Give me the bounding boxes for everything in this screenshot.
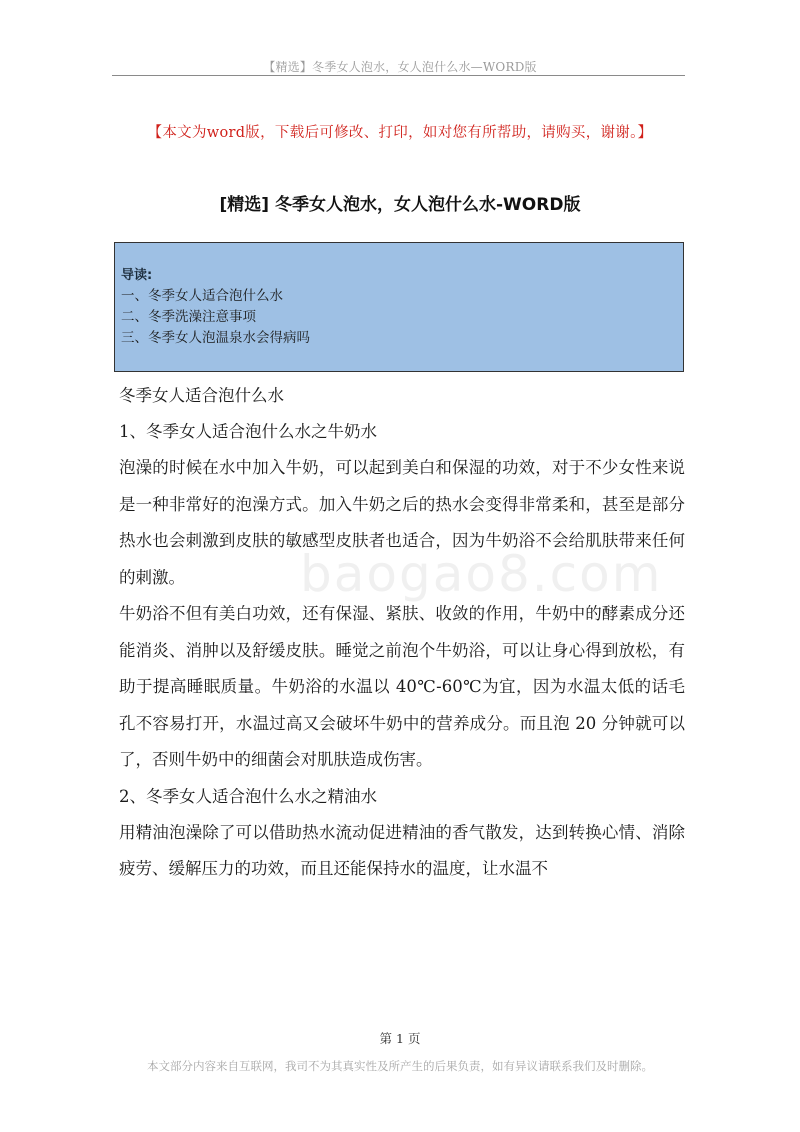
section-heading: 冬季女人适合泡什么水	[119, 386, 284, 405]
paragraph-milk-benefits: 牛奶浴不但有美白功效，还有保湿、紧肤、收敛的作用，牛奶中的酵素成分还能消炎、消肿以及舒缓皮肤。睡觉之前泡个牛奶浴，可以让身心得到放松，有助于提高睡眠质量。牛奶浴的水温以 40℃-60℃为宜，因为水温太低的话毛孔不容易打开，水温过高又会破坏牛奶中的营养成分。而且泡 20 分钟就可以了，否则牛奶中的细菌会对肌肤造成伤害。	[119, 604, 685, 769]
watermark: baogao8.com	[300, 545, 663, 603]
header-divider	[112, 75, 685, 76]
subheading-oil-bath: 2、冬季女人适合泡什么水之精油水	[119, 786, 377, 806]
guide-item-2: 二、冬季洗澡注意事项	[121, 309, 256, 325]
paragraph-milk-intro: 泡澡的时候在水中加入牛奶，可以起到美白和保湿的功效，对于不少女性来说是一种非常好的泡澡方式。加入牛奶之后的热水会变得非常柔和，甚至是部分热水也会刺激到皮肤的敏感型皮肤者也适合，因为牛奶浴不会给肌肤带来任何的刺激。	[119, 458, 685, 587]
guide-item-1: 一、冬季女人适合泡什么水	[121, 288, 283, 304]
paragraph-oil-intro: 用精油泡澡除了可以借助热水流动促进精油的香气散发，达到转换心情、消除疲劳、缓解压力的功效，而且还能保持水的温度，让水温不	[119, 822, 685, 878]
footer-disclaimer: 本文部分内容来自互联网，我司不为其真实性及所产生的后果负责，如有异议请联系我们及时删除。	[147, 1059, 653, 1073]
guide-item-3: 三、冬季女人泡温泉水会得病吗	[121, 330, 310, 346]
guide-box	[114, 242, 684, 372]
article-body	[119, 378, 685, 888]
page-number: 第 1 页	[379, 1031, 421, 1046]
document-title: [精选] 冬季女人泡水，女人泡什么水-WORD版	[219, 195, 581, 215]
guide-label: 导读:	[121, 268, 153, 283]
running-header: 【精选】冬季女人泡水，女人泡什么水—WORD版	[263, 60, 537, 74]
subheading-milk-bath: 1、冬季女人适合泡什么水之牛奶水	[119, 422, 377, 441]
purchase-notice: 【本文为word版，下载后可修改、打印，如对您有所帮助，请购买，谢谢。】	[147, 125, 653, 141]
